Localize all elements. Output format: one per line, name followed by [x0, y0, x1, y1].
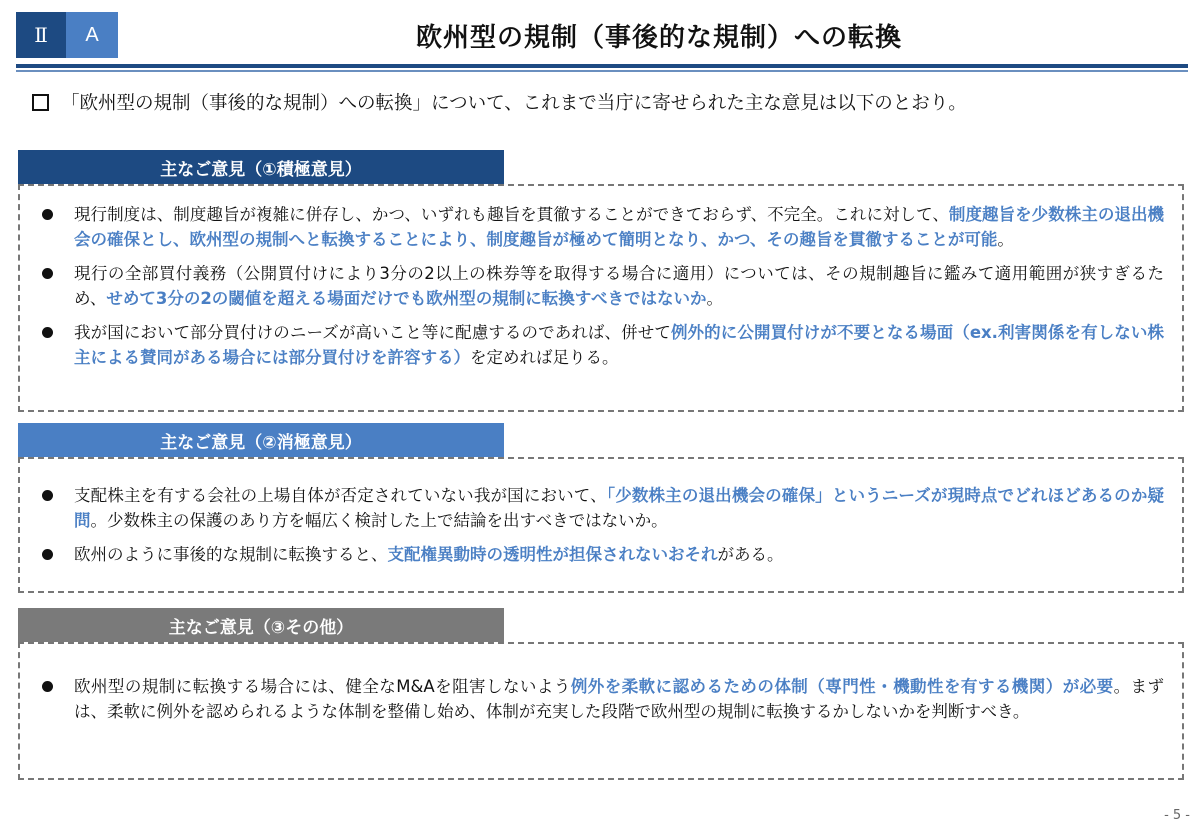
opinion-item [34, 542, 1164, 567]
opinion-highlight: 例外的に公開買付けが不要となる場面（ex.利害関係を有しない株主による賛同がある場合には部分買付けを許容する） [74, 323, 1164, 367]
lead-text: 「欧州型の規制（事後的な規制）への転換」について、これまで当庁に寄せられた主な意見は以下のとおり。 [61, 93, 967, 114]
opinion-item [34, 261, 1164, 311]
square-bullet-icon [32, 94, 49, 111]
opinion-highlight: 制度趣旨を少数株主の退出機会の確保とし、欧州型の規制へと転換することにより、制度趣旨が極めて簡明となり、かつ、その趣旨を貫徹することが可能 [74, 205, 1164, 249]
lead-statement [32, 86, 1190, 118]
title-divider [16, 64, 1188, 68]
section-box-other [18, 642, 1184, 780]
opinion-text-end: 。 [997, 230, 1014, 249]
opinion-highlight: 支配権異動時の透明性が担保されないおそれ [387, 545, 718, 564]
opinion-text-end: 。まずは、柔軟に例外を認められるような体制を整備し始め、体制が充実した段階で欧州型の規制に転換するかしないかを判断すべき。 [74, 677, 1165, 721]
bullet-dot-icon [42, 327, 53, 338]
opinion-highlight: 例外を柔軟に認めるための体制（専門性・機動性を有する機関）が必要 [570, 677, 1114, 696]
section-tab-positive: 主なご意見（①積極意見） [18, 150, 504, 184]
opinion-text: 欧州型の規制に転換する場合には、健全なM&Aを阻害しないよう [74, 677, 571, 696]
opinion-highlight: 「少数株主の退出機会の確保」というニーズが現時点でどれほどあるのか疑問 [74, 486, 1164, 530]
bullet-dot-icon [42, 268, 53, 279]
opinion-highlight: せめて3分の2の閾値を超える場面だけでも欧州型の規制に転換すべきではないか [106, 289, 707, 308]
opinion-text-end: を定めれば足りる。 [470, 348, 619, 367]
bullet-dot-icon [42, 549, 53, 560]
bullet-dot-icon [42, 490, 53, 501]
section-badge: Ⅱ [16, 12, 66, 58]
section-tab-other: 主なご意見（③その他） [18, 608, 504, 642]
bullet-dot-icon [42, 681, 53, 692]
opinion-text: 現行制度は、制度趣旨が複雑に併存し、かつ、いずれも趣旨を貫徹することができておらず、不完全。これに対して、 [74, 205, 949, 224]
opinion-text-end: がある。 [717, 545, 784, 564]
opinion-text-end: 。少数株主の保護のあり方を幅広く検討した上で結論を出すべきではないか。 [90, 511, 668, 530]
opinion-item [34, 674, 1164, 724]
opinion-item [34, 202, 1164, 252]
section-tab-negative: 主なご意見（②消極意見） [18, 423, 504, 457]
opinion-item [34, 320, 1164, 370]
section-box-negative [18, 457, 1184, 593]
page-number: - 5 - [1164, 808, 1190, 823]
page-title: 欧州型の規制（事後的な規制）への転換 [415, 22, 902, 53]
opinion-text: 現行の全部買付義務（公開買付けにより3分の2以上の株券等を取得する場合に適用）については、その規制趣旨に鑑みて適用範囲が狭すぎるため、 [74, 264, 1164, 308]
opinion-text: 欧州のように事後的な規制に転換すると、 [74, 545, 388, 564]
opinion-text: 我が国において部分買付けのニーズが高いこと等に配慮するのであれば、併せて [74, 323, 671, 342]
subsection-badge: A [66, 12, 118, 58]
opinion-text: 支配株主を有する会社の上場自体が否定されていない我が国において、 [74, 486, 607, 505]
opinion-item [34, 483, 1164, 533]
bullet-dot-icon [42, 209, 53, 220]
section-box-positive [18, 184, 1184, 412]
opinion-text-end: 。 [706, 289, 723, 308]
title-divider-thin [16, 70, 1188, 72]
